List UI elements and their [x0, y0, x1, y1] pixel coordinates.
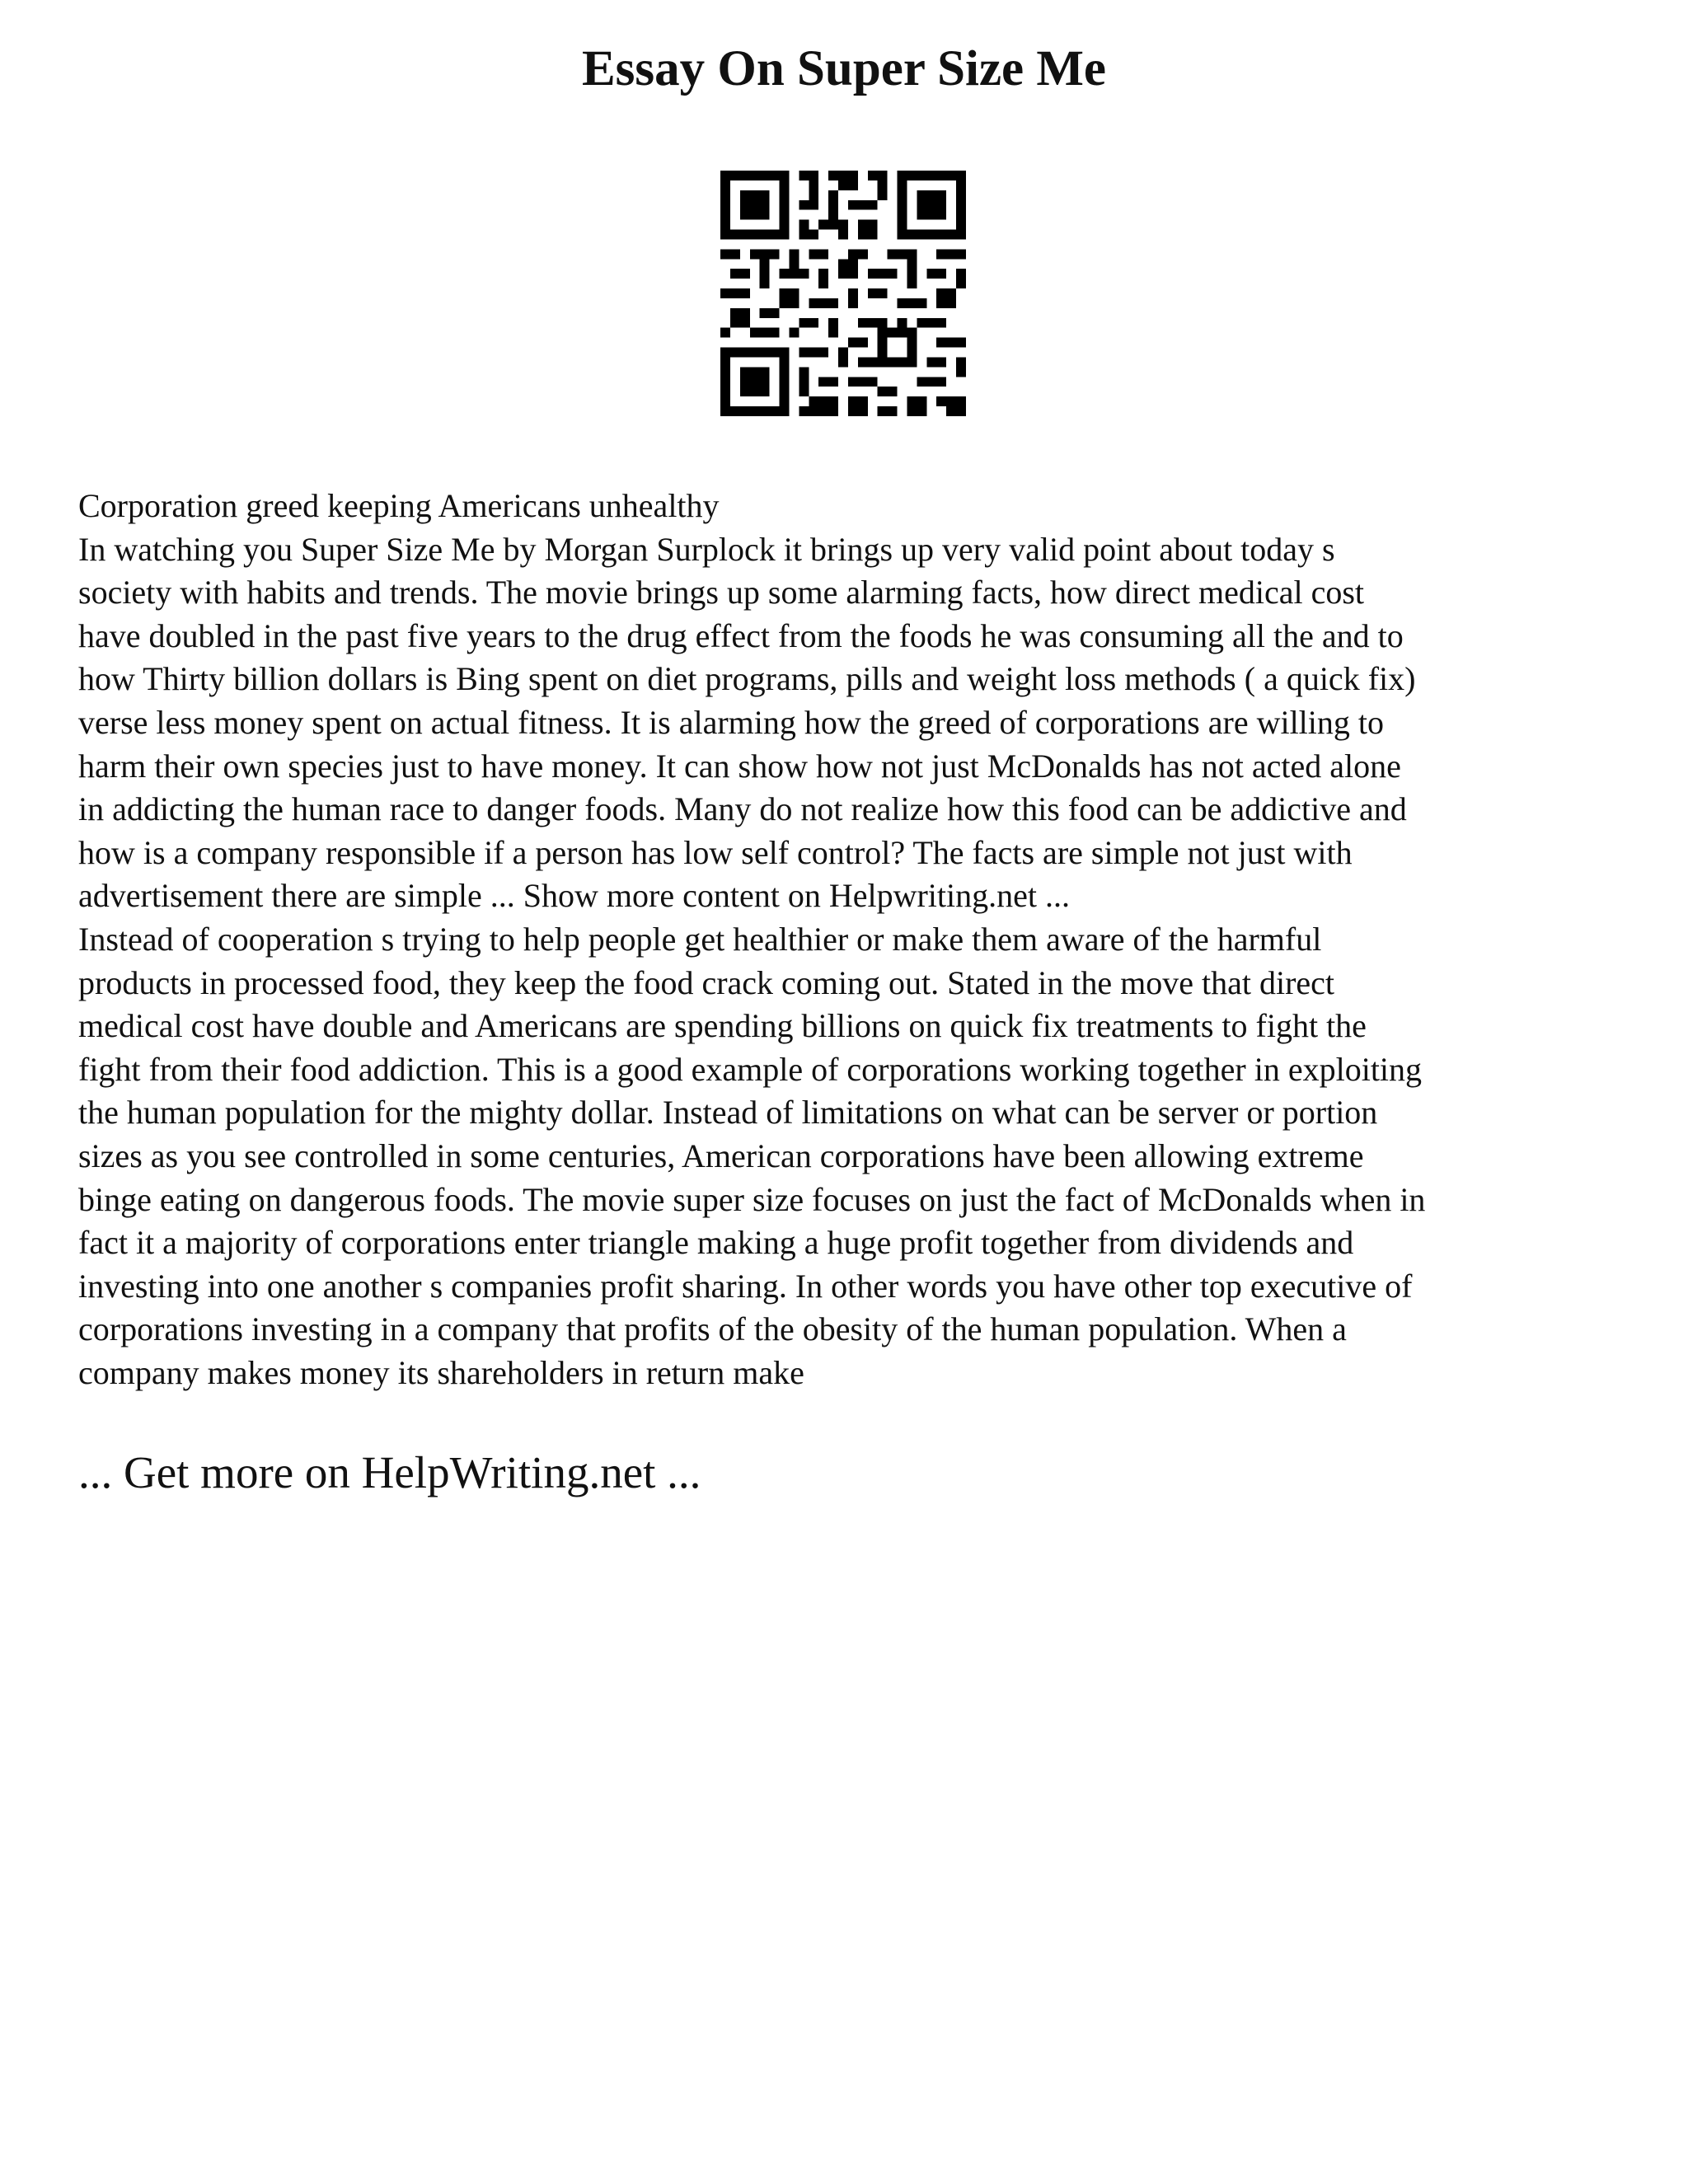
qr-code-icon: [720, 171, 966, 416]
page-title: Essay On Super Size Me: [581, 41, 1107, 96]
essay-body: [78, 485, 1628, 1394]
essay-paragraph: Instead of cooperation s trying to help people get healthier or make them aware of the harmful products in processed food, they keep the food crack coming out. Stated in the move that direct medical cost have double and Americans are spending billions on quick fix treatments to fight the fight from their food addiction. This is a good example of corporations working together in exploiting the human population for the mighty dollar. Instead of limitations on what can be server or portion sizes as you see controlled in some centuries, American corporations have been allowing extreme binge eating on dangerous foods. The movie super size focuses on just the fact of McDonalds when in fact it a majority of corporations enter triangle making a huge profit together from dividends and investing into one another s companies profit sharing. In other words you have other top executive of corporations investing in a company that profits of the obesity of the human population. When a company makes money its shareholders in return make: [78, 920, 1426, 1391]
get-more-link[interactable]: ... Get more on HelpWriting.net ...: [78, 1447, 701, 1497]
qr-code: [720, 171, 966, 416]
essay-paragraph: In watching you Super Size Me by Morgan Surplock it brings up very valid point about today s society with habits and trends. The movie brings up some alarming facts, how direct medical cost have doubled in the past five years to the drug effect from the foods he was consuming all the and to how Thirty billion dollars is Bing spent on diet programs, pills and weight loss methods ( a quick fix) verse less money spent on actual fitness. It is alarming how the greed of corporations are willing to harm their own species just to have money. It can show how not just McDonalds has not acted alone in addicting the human race to danger foods. Many do not realize how this food can be addictive and how is a company responsible if a person has low self control? The facts are simple not just with advertisement there are simple ... Show more content on Helpwriting.net ...: [78, 530, 1416, 915]
essay-heading-line: Corporation greed keeping Americans unhealthy: [78, 487, 720, 524]
